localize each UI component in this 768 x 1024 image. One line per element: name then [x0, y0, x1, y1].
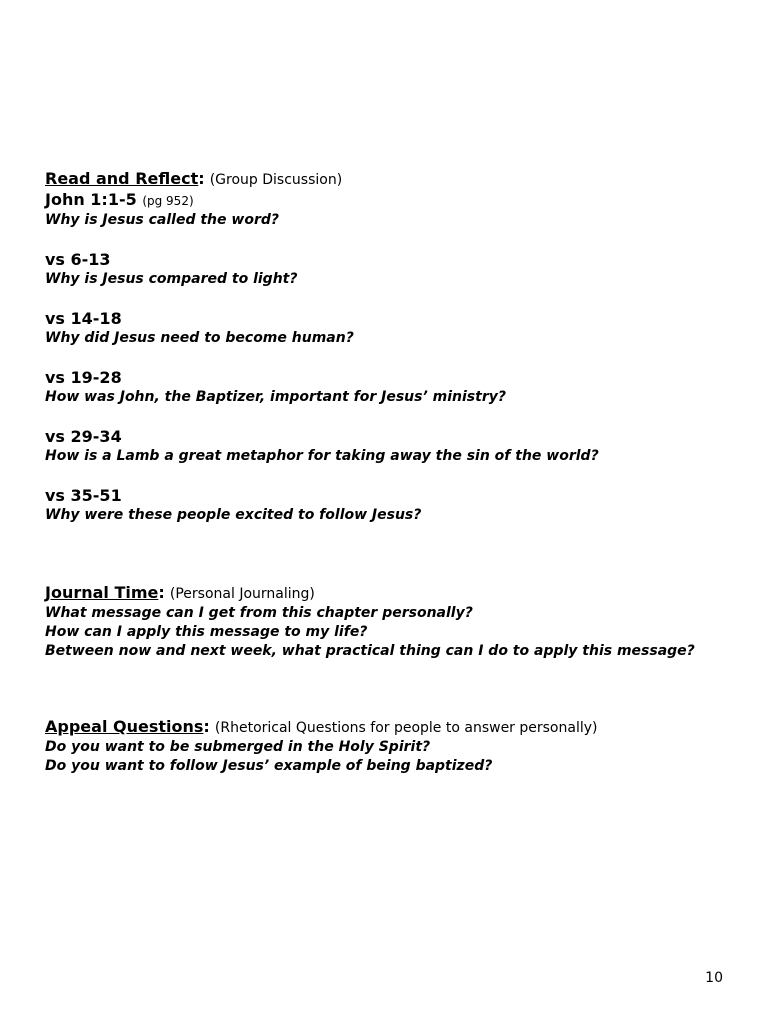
- passage-question: How is a Lamb a great metaphor for taking away the sin of the world?: [45, 448, 599, 464]
- passage-question: Why is Jesus called the word?: [45, 212, 279, 228]
- read-reflect-heading: [45, 169, 745, 190]
- passage-reference: [45, 190, 745, 211]
- appeal-questions-colon: :: [203, 717, 210, 736]
- passage-question: How was John, the Baptizer, important for Jesus’ ministry?: [45, 389, 506, 405]
- journal-question: What message can I get from this chapter personally?: [45, 605, 473, 621]
- passage-reference: vs 19-28: [45, 368, 122, 387]
- appeal-questions-title: Appeal Questions: [45, 717, 204, 736]
- journal-time-section: [45, 583, 745, 661]
- passage-block: [45, 427, 745, 466]
- passage-block: [45, 368, 745, 407]
- passage-reference: vs 29-34: [45, 427, 122, 446]
- passage-ref-text: John 1:1-5: [45, 190, 137, 209]
- appeal-question: Do you want to follow Jesus’ example of being baptized?: [45, 758, 493, 774]
- page-number: 10: [705, 970, 723, 986]
- appeal-question: Do you want to be submerged in the Holy Spirit?: [45, 739, 431, 755]
- journal-time-title: Journal Time: [45, 583, 159, 602]
- read-reflect-colon: :: [198, 169, 205, 188]
- read-reflect-note: (Group Discussion): [209, 172, 343, 188]
- passage-reference: vs 14-18: [45, 309, 122, 328]
- read-reflect-title: Read and Reflect: [45, 169, 199, 188]
- passage-reference: vs 6-13: [45, 250, 111, 269]
- passage-question: Why were these people excited to follow Jesus?: [45, 507, 422, 523]
- appeal-questions-note: (Rhetorical Questions for people to answer personally): [214, 720, 598, 736]
- read-reflect-section: [45, 169, 745, 525]
- journal-time-colon: :: [158, 583, 165, 602]
- passage-block: [45, 486, 745, 525]
- appeal-questions-heading: [45, 717, 745, 738]
- passage-reference: vs 35-51: [45, 486, 122, 505]
- passage-block: [45, 190, 745, 230]
- passage-question: Why is Jesus compared to light?: [45, 271, 298, 287]
- journal-question: How can I apply this message to my life?: [45, 624, 368, 640]
- journal-time-heading: [45, 583, 745, 604]
- journal-question: Between now and next week, what practical thing can I do to apply this message?: [45, 643, 695, 659]
- passage-page-number: (pg 952): [142, 194, 194, 208]
- passage-block: [45, 250, 745, 289]
- journal-time-note: (Personal Journaling): [169, 586, 315, 602]
- passage-block: [45, 309, 745, 348]
- appeal-questions-section: [45, 717, 745, 776]
- passage-question: Why did Jesus need to become human?: [45, 330, 354, 346]
